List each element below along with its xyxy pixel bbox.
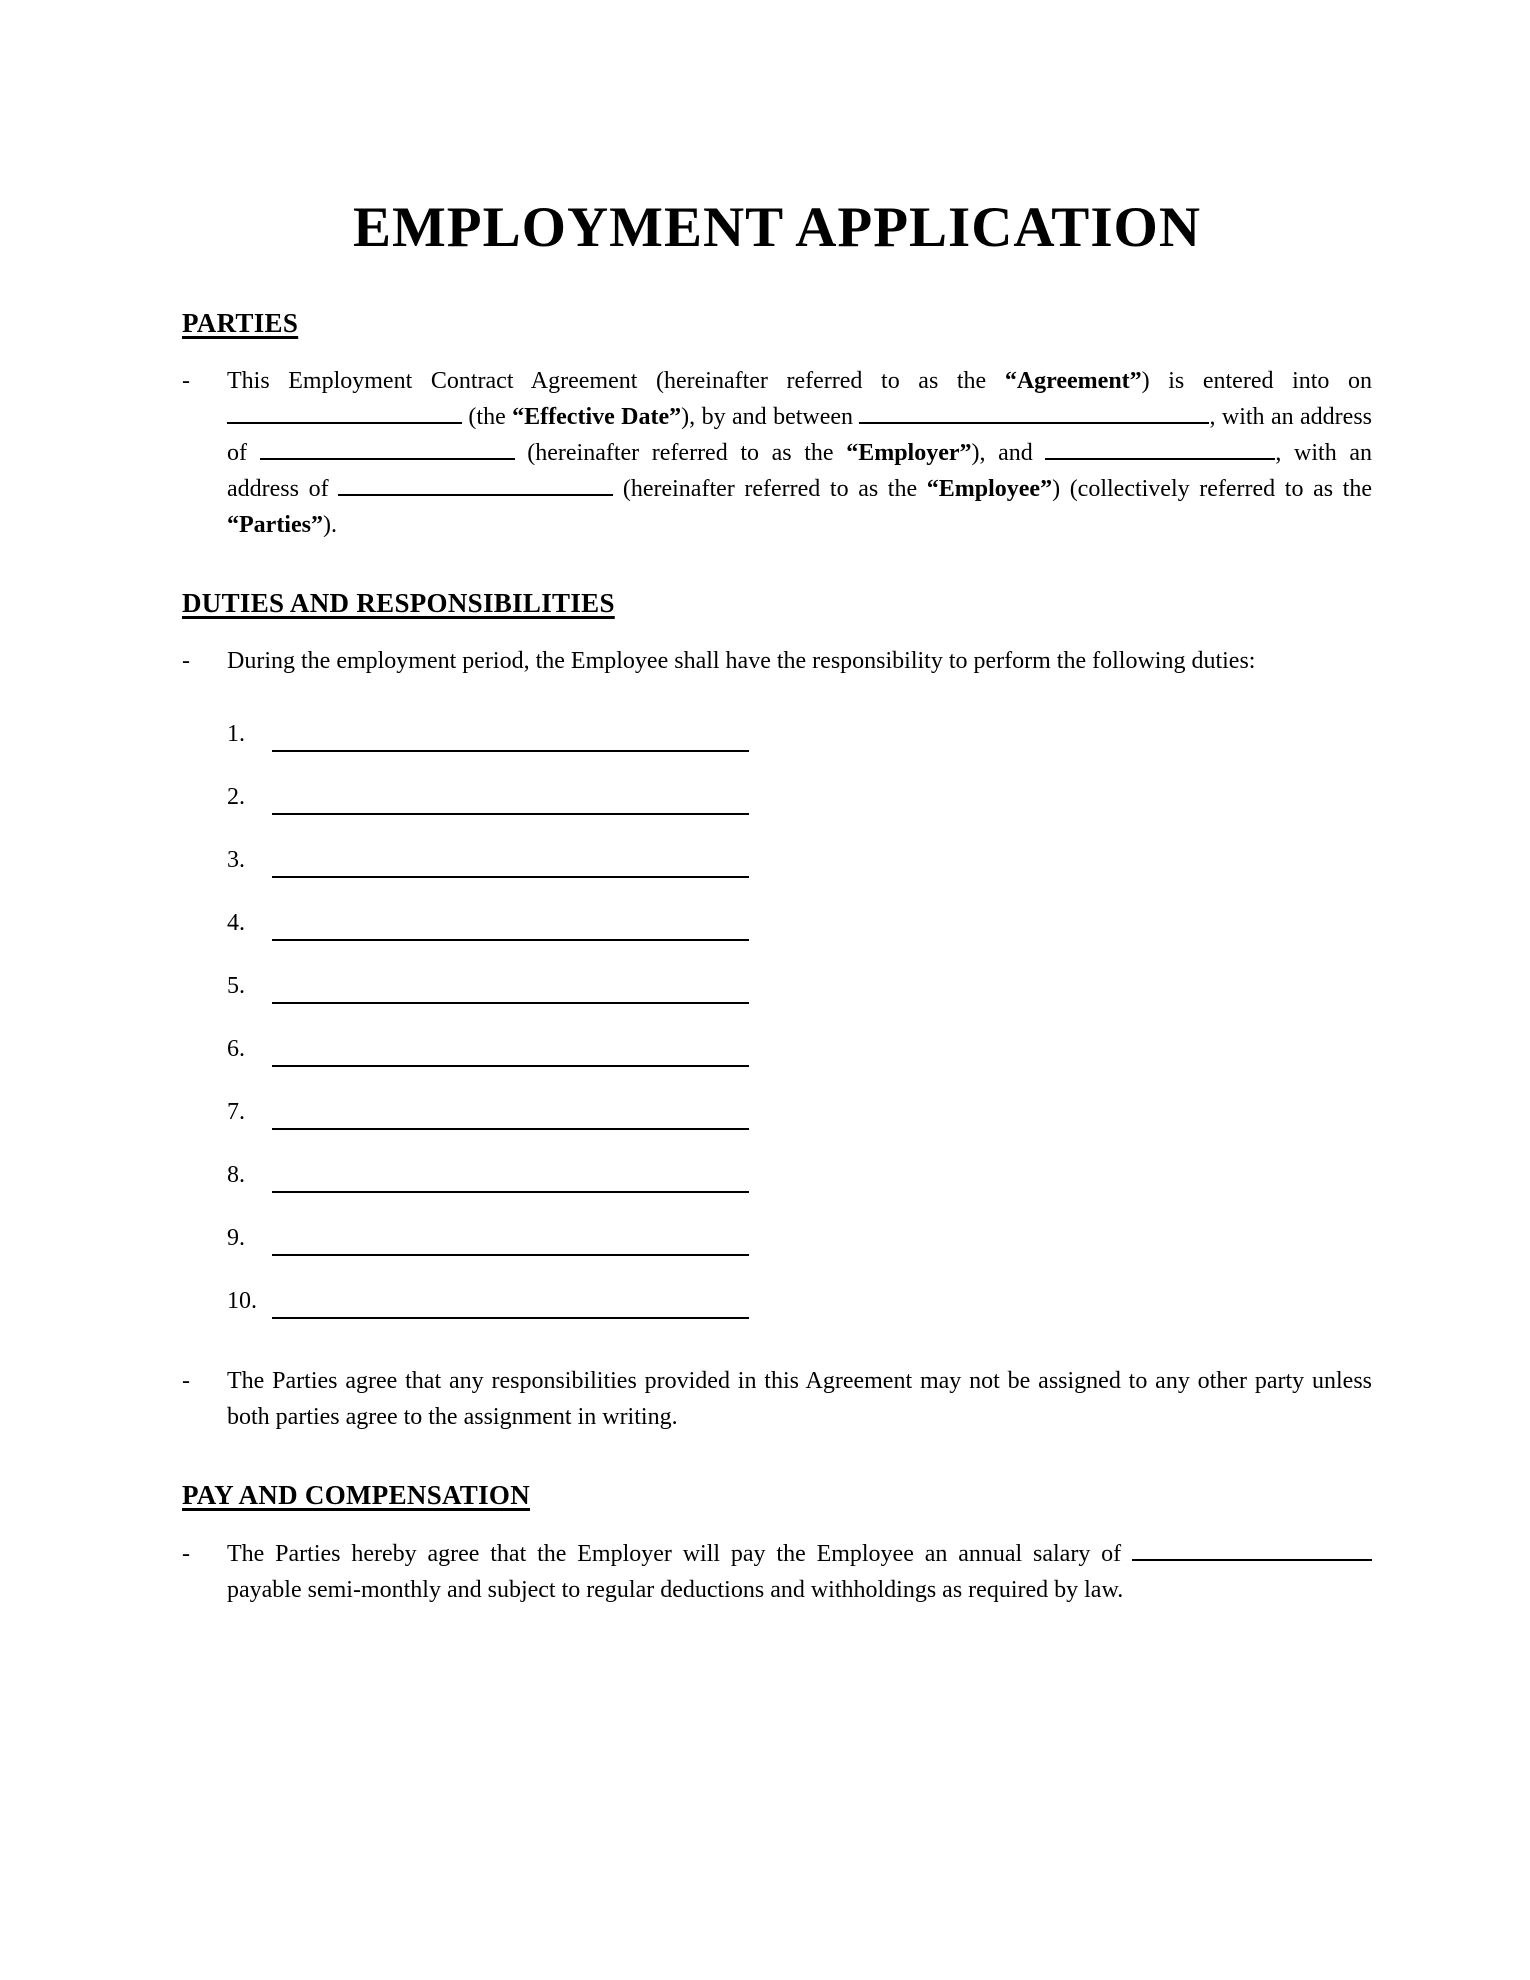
duty-number: 5. [227,973,245,1000]
defined-term: “Parties” [227,511,323,538]
duty-blank-line[interactable] [272,1029,749,1067]
text-run: ). [322,511,337,538]
fill-in-blank[interactable] [338,474,613,496]
section-heading-parties: PARTIES [182,307,299,338]
text-run: (hereinafter referred to as the [514,439,847,466]
duty-number: 9. [227,1225,245,1252]
text-run: ) is entered into on [1141,367,1373,394]
duty-blank-line[interactable] [272,1092,749,1130]
duty-number: 2. [227,784,245,811]
defined-term: “Agreement” [1004,367,1142,394]
duty-item-4 [227,904,1372,941]
duties-paragraph-3 [182,1363,1372,1435]
duty-item-10 [227,1282,1372,1319]
duty-item-3 [227,841,1372,878]
bullet-dash: - [182,367,190,394]
duty-blank-line[interactable] [272,966,749,1004]
duty-number: 1. [227,721,245,748]
duties-paragraph-1 [182,643,1372,679]
fill-in-blank[interactable] [227,402,462,424]
parties-paragraph-1 [182,363,1372,543]
fill-in-blank[interactable] [859,402,1209,424]
duty-blank-line[interactable] [272,1281,749,1319]
duty-blank-line[interactable] [272,840,749,878]
document-title: EMPLOYMENT APPLICATION [352,196,1202,259]
duty-blank-line[interactable] [272,1218,749,1256]
text-run: (hereinafter referred to as the [613,475,927,502]
section-heading-duties: DUTIES AND RESPONSIBILITIES [182,587,615,618]
text-run: , with an address of [227,403,1373,466]
duty-blank-line[interactable] [272,714,749,752]
text-run: During the employment period, the Employee shall have the responsibility to perform the following duties: [227,648,1256,675]
duty-item-7 [227,1093,1372,1130]
text-run: This Employment Contract Agreement (hereinafter referred to as the [227,367,1005,394]
text-run: The Parties agree that any responsibilities provided in this Agreement may not be assigned to any other party unless both parties agree to the assignment in writing. [227,1368,1372,1431]
text-run: (the [462,403,513,430]
text-run: ) (collectively referred to as the [1052,475,1373,502]
duty-number: 6. [227,1036,245,1063]
pay-paragraph-1 [182,1536,1372,1608]
duty-number: 3. [227,847,245,874]
duties-list [182,715,1372,1319]
duty-item-2 [227,778,1372,815]
defined-term: “Effective Date” [512,403,682,430]
text-run: payable semi-monthly and subject to regular deductions and withholdings as required by law. [227,1576,1124,1603]
duty-item-8 [227,1156,1372,1193]
bullet-dash: - [182,1540,190,1567]
fill-in-blank[interactable] [1132,1539,1372,1561]
text-run: ), and [971,439,1046,466]
bullet-dash: - [182,1368,190,1395]
fill-in-blank[interactable] [1045,438,1275,460]
defined-term: “Employer” [846,439,972,466]
duty-item-9 [227,1219,1372,1256]
duty-number: 8. [227,1162,245,1189]
duty-item-1 [227,715,1372,752]
duty-blank-line[interactable] [272,903,749,941]
text-run: The Parties hereby agree that the Employer will pay the Employee an annual salary of [227,1540,1132,1567]
duty-number: 10. [227,1288,257,1315]
section-heading-pay: PAY AND COMPENSATION [182,1480,531,1511]
document-sections [182,307,1372,1608]
duty-item-6 [227,1030,1372,1067]
text-run: ), by and between [681,403,860,430]
text-run: , with an address of [227,439,1372,502]
duty-number: 4. [227,910,245,937]
defined-term: “Employee” [926,475,1053,502]
duty-number: 7. [227,1099,245,1126]
bullet-dash: - [182,648,190,675]
fill-in-blank[interactable] [260,438,515,460]
duty-item-5 [227,967,1372,1004]
duty-blank-line[interactable] [272,1155,749,1193]
duty-blank-line[interactable] [272,777,749,815]
